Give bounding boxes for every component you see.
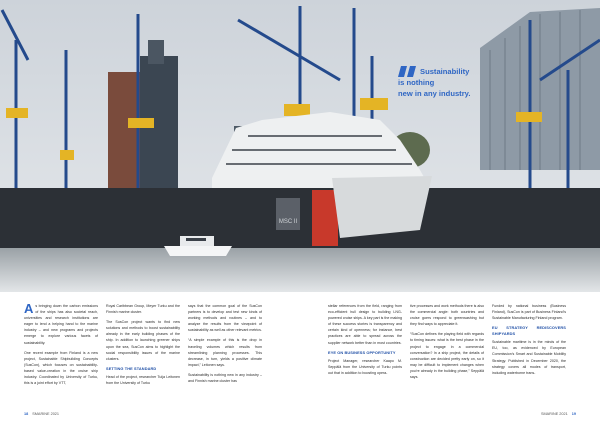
paragraph: Sustainability is nothing new in any industry – and Finnish marine cluster has [188,372,262,384]
column-5 [410,303,484,384]
column-3 [188,303,262,388]
paragraph: Sustainable maritime is in the minds of the EU, too, as evidenced by European Commission’s Smart and Sustainable Mobility Strategy. Published in December 2020, the strategy covers all modes of transport, including waterborne trans- [492,340,566,375]
section-heading: EYE ON BUSINESS OPPORTUNITY [328,349,396,355]
dropcap: A [24,301,34,316]
column-6 [492,303,566,380]
paragraph: “A simple example of this is the drop in traveling volumes which results from streamlining planning processes. This decrease, in turn, yields a positive climate impact,” Leitonen says. [188,338,262,367]
page-number-right: 19 [571,412,576,416]
paragraph: tive processes and work methods there is also the commercial angle: both countries and cruise goers respond to greenwashing but they find ways to appreciate it. [410,304,484,327]
publication-label-right: SMARINE 2021 [540,412,568,416]
small-boat [164,246,232,256]
folio-left [24,412,59,416]
publication-label-left: SMARINE 2021 [32,412,60,416]
paragraph: One recent example from Finland is a new project, Sustainable Shipbuilding Concepts (SusCon), which focuses on sustainability-based value-creation in the cruise ship industry. Coordinated by University of Turku, this is a joint effort by VTT, [24,350,98,386]
paragraph: The SusCon project wants to find new solutions and methods to boost sustainability already in the early building phases of the ship. In addition to launching greener ships upon the sea, SusCon aims to highlight the social responsibility issues of the marine clusters. [106,320,180,361]
paragraph: Head of the project, researcher Tuija Leitonen from the University of Turku [106,375,180,386]
section-heading: SETTING THE STANDARD [106,365,157,371]
paragraph: Project Manager, researcher Kaapo M. Seppälä from the University of Turku points out that in addition to boosting opera- [328,359,402,376]
pull-quote [398,66,476,99]
quote-icon [398,66,418,77]
paragraph-text: s bringing down the carbon emissions of the ships has also societal reach, universities and research institutions are eager to lend a helping hand to the marine industry – and new programs and projects emerge to explore various facets of sustainability. [24,304,98,345]
paragraph: says that the common goal of the SusCon partners is to develop and test new kinds of working methods and routines – and to analyze the results from the viewpoint of sustainability as well as other relevant metrics. [188,304,262,333]
article-body [0,292,600,424]
column-2 [106,303,180,391]
paragraph: “SusCon defines the playing field with regards to timing issues: what is the best phase in the project to engage in a commercial conversation? In a ship project, the details of construction are decided pretty early on, so it may be difficult to implement changes when you're already in the building phase,” Seppälä says. [410,332,484,380]
paragraph: Royal Caribbean Group, Meyer Turku and the Finnish marine cluster. [106,304,180,315]
hull-marking: MSC II [278,219,298,225]
paragraph: stellar references from the field, ranging from eco-efficient hull design to building LNG-powered cruise ships. A key part is the making of these success stories is transparency and certain kind of openness; for instance, best practices are able to spread across the supplier network better than in most countries. [328,304,402,345]
column-4 [328,303,402,380]
paragraph: Funded by national business (Business Finland), SusCon is part of Business Finland’s Sustainable Manufacturing Finland program. [492,304,566,321]
section-heading: EU STRATEGY REDISCOVERS SHIPYARDS [492,325,566,336]
harbor-water [0,248,600,292]
folio-right [541,412,576,416]
column-1 [24,303,98,390]
paragraph [24,303,98,346]
pull-quote-text: Sustainability is nothing new in any industry. [398,67,471,98]
page-number-left: 18 [24,412,29,416]
